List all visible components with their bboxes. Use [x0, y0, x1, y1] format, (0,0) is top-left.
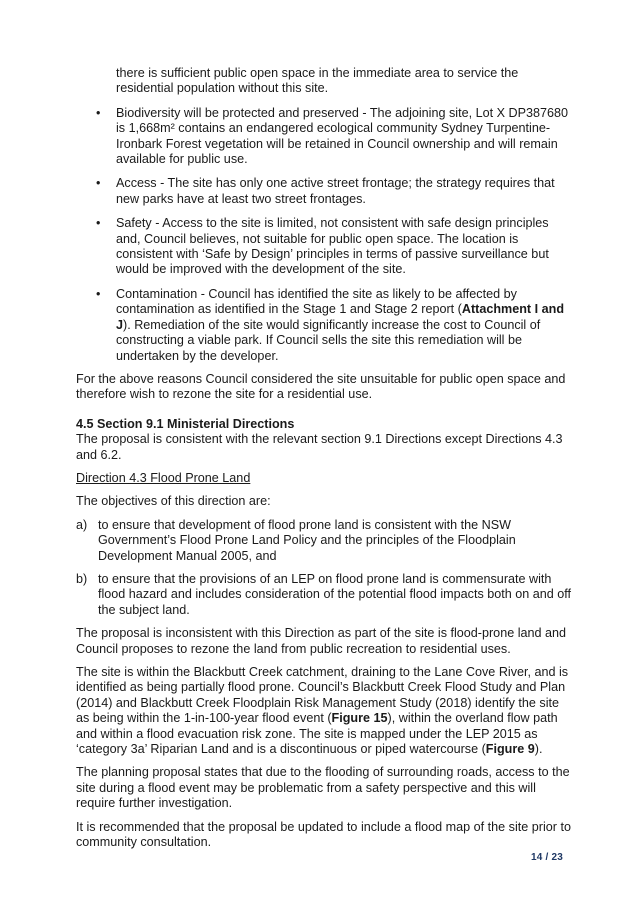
figure-15-reference: Figure 15	[331, 711, 388, 726]
objectives-intro: The objectives of this direction are:	[76, 494, 271, 509]
bullet-dot-icon: •	[96, 216, 101, 231]
attachment-reference: Attachment I and J	[116, 302, 565, 332]
recommendation-paragraph: It is recommended that the proposal be updated to include a flood map of the site prior to community consultation.	[76, 819, 571, 850]
continuation-paragraph: there is sufficient public open space in the immediate area to service the residential population without this site.	[116, 66, 519, 96]
bullet-item-access	[76, 176, 572, 207]
objective-item-a	[76, 518, 572, 564]
catchment-text-2: ), within the overland flow path and within a flood evacuation risk zone. The site is mapped under the LEP 2015 as ‘category 3a’ Riparian Land and is a discontinuous or piped watercourse (	[76, 711, 558, 757]
catchment-text-3: ).	[534, 742, 543, 757]
bullet-item-contamination	[76, 287, 572, 364]
catchment-text-1: The site is within the Blackbutt Creek catchment, draining to the Lane Cove River, and is identified as being partially flood prone. Council’s Blackbutt Creek Flood Study and Plan (2014) and Blackbutt Creek Floodplain Risk Management Study (2018) identify the site as being within the 1-in-100-year flood event (	[76, 665, 569, 726]
bullet-text: Access - The site has only one active street frontage; the strategy requires that new parks have at least two street frontages.	[116, 176, 555, 206]
document-page	[76, 66, 572, 850]
section-intro: The proposal is consistent with the relevant section 9.1 Directions except Directions 4.3 and 6.2.	[76, 432, 563, 462]
inconsistency-paragraph: The proposal is inconsistent with this Direction as part of the site is flood-prone land and Council proposes to rezone the land from public recreation to residential uses.	[76, 626, 567, 656]
contamination-text-start: Contamination - Council has identified the site as likely to be affected by contamination as identified in the Stage 1 and Stage 2 report (	[116, 286, 517, 317]
direction-heading: Direction 4.3 Flood Prone Land	[76, 470, 251, 485]
section-heading: 4.5 Section 9.1 Ministerial Directions	[76, 416, 295, 431]
planning-paragraph: The planning proposal states that due to the flooding of surrounding roads, access to the site during a flood event may be problematic from a safety perspective and this will require further investigation.	[76, 765, 570, 811]
bullet-text: Safety - Access to the site is limited, not consistent with safe design principles and, Council believes, not suitable for public open space. The location is consistent with ‘Safe by Design’ principles in terms of passive surveillance but would be improved with the development of the site.	[116, 216, 549, 277]
bullet-item-safety	[76, 216, 572, 278]
objective-text: to ensure that the provisions of an LEP on flood prone land is commensurate with flood hazard and includes consideration of the potential flood impacts both on and off the subject land.	[98, 571, 572, 617]
bullet-item-biodiversity	[76, 106, 572, 168]
objective-letter: b)	[76, 571, 88, 586]
objective-item-b	[76, 572, 572, 618]
bullet-text: Biodiversity will be protected and preserved - The adjoining site, Lot X DP387680 is 1,668m² contains an endangered ecological community Sydney Turpentine-Ironbark Forest vegetation will be retained in Council ownership and will remain available for public use.	[116, 105, 569, 167]
bullet-text	[116, 287, 572, 364]
bullet-dot-icon: •	[96, 105, 101, 120]
bullet-dot-icon: •	[96, 286, 101, 301]
objective-letter: a)	[76, 517, 88, 532]
contamination-text-end: ). Remediation of the site would significantly increase the cost to Council of constructing a viable park. If Council sells the site this remediation will be undertaken by the developer.	[116, 317, 541, 363]
conclusion-paragraph: For the above reasons Council considered the site unsuitable for public open space and therefore wish to rezone the site for a residential use.	[76, 371, 566, 402]
bullet-dot-icon: •	[96, 176, 101, 191]
page-number: 14 / 23	[531, 852, 563, 863]
catchment-paragraph	[76, 665, 572, 757]
objective-text: to ensure that development of flood prone land is consistent with the NSW Government’s Flood Prone Land Policy and the principles of the Floodplain Development Manual 2005, and	[98, 517, 516, 563]
figure-9-reference: Figure 9	[485, 742, 535, 757]
